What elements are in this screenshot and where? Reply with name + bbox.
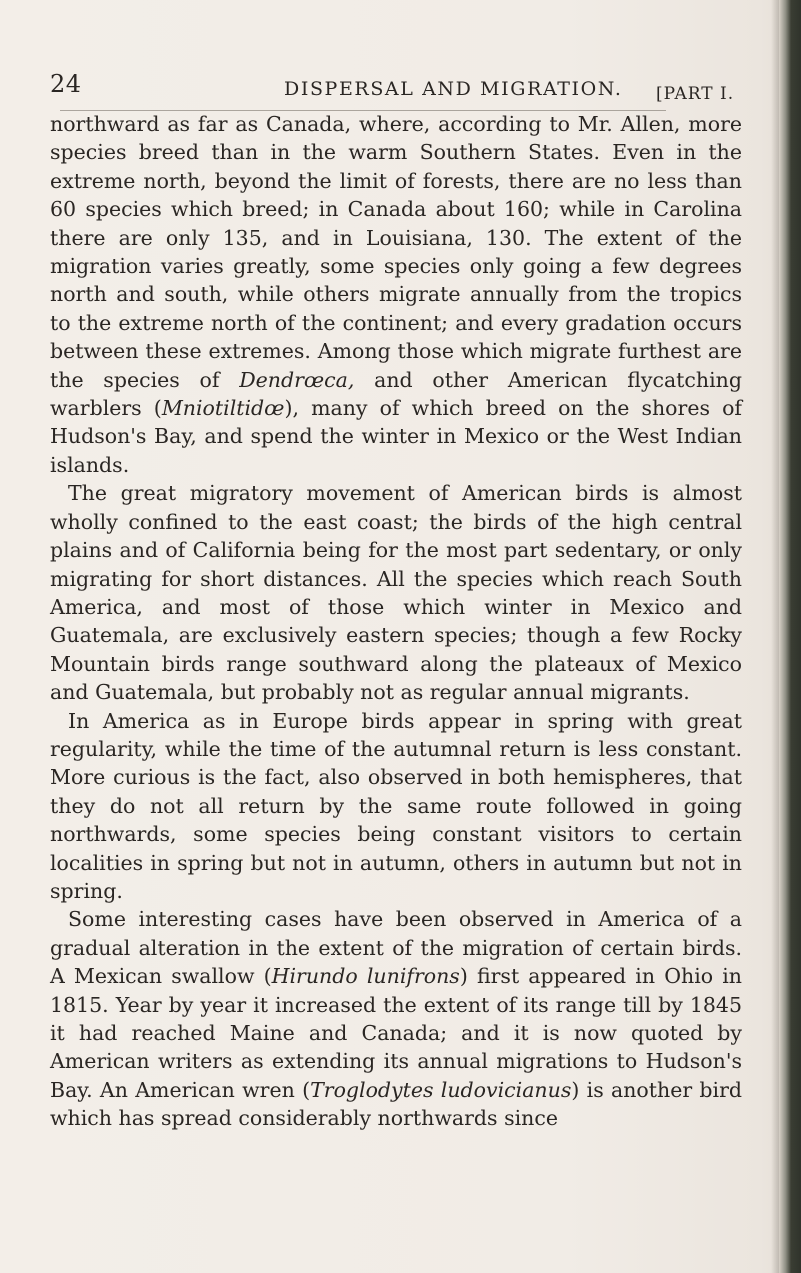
body-text (50, 110, 742, 1133)
running-title: DISPERSAL AND MIGRATION. (284, 78, 623, 100)
page-number: 24 (50, 70, 82, 98)
paragraph-4-text-3: ) is another bird which has spread considerably northwards since (50, 1077, 742, 1131)
paragraph-1-text-2: and other American flycatching warblers ( (50, 367, 742, 421)
paragraph-1 (50, 110, 742, 479)
paragraph-4 (50, 905, 742, 1132)
paragraph-3 (50, 707, 742, 906)
species-troglodytes-ludovicianus: Troglodytes ludovicianus (310, 1077, 572, 1102)
species-hirundo-lunifrons: Hirundo lunifrons (271, 964, 460, 989)
paragraph-1-text-1: northward as far as Canada, where, according to Mr. Allen, more species breed than in the warm Southern States. Even in the extreme north, beyond the limit of forests, there are no less than 60 species which breed; in Canada about 160; while in Carolina there are only 135, and in Louisiana, 130. The extent of the migration varies greatly, some species only going a few degrees north and south, while others migrate annually from the tropics to the extreme north of the continent; and every gradation occurs between these extremes. Among those which migrate furthest are the species of (50, 112, 742, 392)
page-edge-shadow (771, 0, 779, 1273)
part-label: [PART I. (656, 84, 735, 104)
genus-dendroeca: Dendrœca, (239, 367, 355, 392)
paragraph-1-text-3: ), many of which breed on the shores of Hudson's Bay, and spend the winter in Mexico or the West Indian islands. (50, 396, 743, 477)
book-binding-edge (779, 0, 801, 1273)
paragraph-4-text-2: ) first appeared in Ohio in 1815. Year by year it increased the extent of its range till by 1845 it had reached Maine and Canada; and it is now quoted by American writers as extending its annual migrations to Hudson's Bay. An American wren ( (50, 964, 742, 1102)
paragraph-3-text: In America as in Europe birds appear in spring with great regularity, while the time of the autumnal return is less constant. More curious is the fact, also observed in both hemispheres, that they do not all return by the same route followed in going northwards, some species being constant visitors to certain localities in spring but not in autumn, others in autumn but not in spring. (50, 708, 742, 903)
family-mniotiltidae: Mniotiltidœ (161, 396, 285, 421)
paragraph-2 (50, 479, 742, 706)
page-header (50, 70, 740, 110)
paragraph-2-text: The great migratory movement of American birds is almost wholly confined to the east coast; the birds of the high central plains and of California being for the most part sedentary, or only migrating for short distances. All the species which reach South America, and most of those which winter in Mexico and Guatemala, are exclusively eastern species; though a few Rocky Mountain birds range southward along the plateaux of Mexico and Guatemala, but probably not as regular annual migrants. (50, 481, 742, 705)
paragraph-4-text-1: Some interesting cases have been observed in America of a gradual alteration in the extent of the migration of certain birds. A Mexican swallow ( (50, 907, 742, 989)
